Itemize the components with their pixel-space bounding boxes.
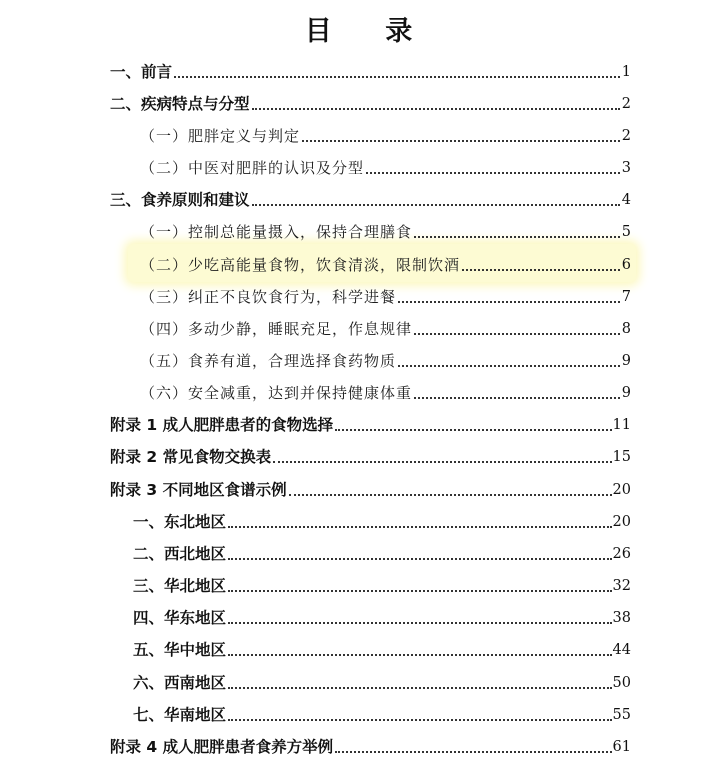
dot-leader (335, 751, 611, 753)
dot-leader (228, 590, 612, 592)
toc-page-number: 50 (612, 675, 631, 691)
toc-page-number: 7 (621, 289, 631, 305)
toc-entry-northeast[interactable] (133, 506, 631, 532)
toc-page-number: 3 (621, 160, 631, 176)
toc-entry-label: 附录 1 成人肥胖患者的食物选择 (110, 416, 334, 434)
toc-entry-obesity-definition[interactable] (140, 120, 631, 146)
dot-leader (252, 204, 620, 206)
toc-page-number: 26 (612, 546, 631, 562)
toc-entry-label: 一、前言 (110, 63, 173, 81)
toc-entry-label: 三、食养原则和建议 (110, 191, 250, 209)
toc-page-number: 11 (612, 417, 631, 433)
toc-entry-label: 七、华南地区 (133, 706, 227, 724)
toc-page-number: 20 (612, 482, 631, 498)
toc-page-number: 5 (621, 224, 631, 240)
toc-entry-appendix-4[interactable] (110, 731, 631, 757)
dot-leader (174, 76, 620, 78)
dot-leader (228, 558, 612, 560)
dot-leader (414, 333, 620, 335)
dot-leader (398, 301, 620, 303)
toc-entry-label: （六）安全减重，达到并保持健康体重 (140, 384, 413, 402)
toc-entry-southwest[interactable] (133, 667, 631, 693)
toc-entry-label: （三）纠正不良饮食行为，科学进餐 (140, 288, 397, 306)
dot-leader (252, 108, 620, 110)
toc-page-number: 8 (621, 321, 631, 337)
toc-entry-tcm-classification[interactable] (140, 152, 631, 178)
dot-leader (228, 687, 612, 689)
toc-entry-label: （一）控制总能量摄入，保持合理膳食 (140, 223, 413, 241)
toc-entry-label: （一）肥胖定义与判定 (140, 127, 301, 145)
toc-title: 目 录 (304, 16, 435, 47)
dot-leader (302, 140, 620, 142)
dot-leader (414, 236, 620, 238)
toc-page-number: 15 (612, 449, 631, 465)
toc-entry-label: （二）中医对肥胖的认识及分型 (140, 159, 365, 177)
dot-leader (335, 429, 611, 431)
toc-page-number: 38 (612, 610, 631, 626)
toc-entry-correct-eating-behavior[interactable] (140, 281, 631, 307)
toc-page-number: 6 (621, 257, 631, 273)
toc-page-number: 32 (612, 578, 631, 594)
toc-entry-northwest[interactable] (133, 538, 631, 564)
toc-entry-food-medicine[interactable] (140, 345, 631, 371)
toc-entry-less-high-energy-food[interactable] (140, 249, 631, 275)
toc-entry-label: 一、东北地区 (133, 513, 227, 531)
toc-entry-label: 四、华东地区 (133, 609, 227, 627)
toc-entry-label: 五、华中地区 (133, 641, 227, 659)
dot-leader (398, 365, 620, 367)
toc-entry-east[interactable] (133, 602, 631, 628)
toc-entry-central[interactable] (133, 634, 631, 660)
toc-entry-appendix-3[interactable] (110, 474, 631, 500)
toc-entry-label: 六、西南地区 (133, 674, 227, 692)
toc-entry-label: 附录 3 不同地区食谱示例 (110, 481, 287, 499)
toc-entry-label: （二）少吃高能量食物，饮食清淡，限制饮酒 (140, 256, 461, 274)
toc-page-number: 20 (612, 514, 631, 530)
toc-entry-diet-principles[interactable] (110, 184, 631, 210)
toc-entry-north[interactable] (133, 570, 631, 596)
dot-leader (462, 269, 620, 271)
dot-leader (228, 622, 612, 624)
dot-leader (289, 494, 612, 496)
toc-page-number: 61 (612, 739, 631, 755)
dot-leader (414, 397, 620, 399)
toc-entry-appendix-1[interactable] (110, 409, 631, 435)
toc-page-number: 2 (621, 96, 631, 112)
dot-leader (228, 654, 612, 656)
dot-leader (228, 719, 612, 721)
toc-page-number: 1 (621, 64, 631, 80)
toc-entry-south[interactable] (133, 699, 631, 725)
toc-entry-disease-features[interactable] (110, 88, 631, 114)
toc-page-number: 44 (612, 642, 631, 658)
toc-entry-label: （五）食养有道，合理选择食药物质 (140, 352, 397, 370)
toc-entry-exercise-sleep[interactable] (140, 313, 631, 339)
toc-page-number: 9 (621, 385, 631, 401)
toc-entry-label: 二、疾病特点与分型 (110, 95, 250, 113)
toc-entry-appendix-2[interactable] (110, 441, 631, 467)
toc-entry-safe-weight-loss[interactable] (140, 377, 631, 403)
toc-page-number: 4 (621, 192, 631, 208)
toc-page-number: 2 (621, 128, 631, 144)
toc-entry-control-energy[interactable] (140, 216, 631, 242)
toc-entry-label: 附录 2 常见食物交换表 (110, 448, 272, 466)
toc-entry-preface[interactable] (110, 56, 631, 82)
toc-entry-label: （四）多动少静，睡眠充足，作息规律 (140, 320, 413, 338)
toc-entry-label: 二、西北地区 (133, 545, 227, 563)
dot-leader (366, 172, 620, 174)
dot-leader (228, 526, 612, 528)
toc-page-number: 55 (612, 707, 631, 723)
toc-page-number: 9 (621, 353, 631, 369)
toc-entry-label: 三、华北地区 (133, 577, 227, 595)
dot-leader (273, 461, 611, 463)
toc-entry-label: 附录 4 成人肥胖患者食养方举例 (110, 738, 334, 756)
